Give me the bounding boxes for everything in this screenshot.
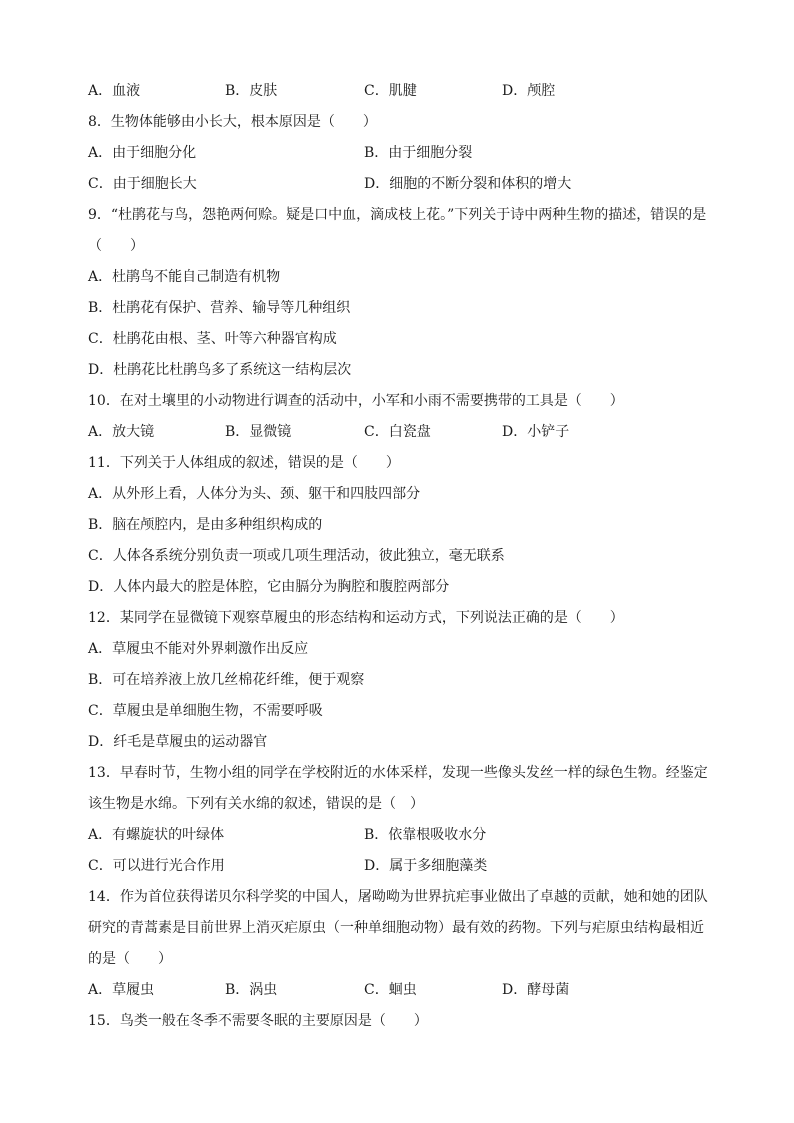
text-line: B．脑在颅腔内，是由多种组织构成的	[88, 517, 323, 533]
text-line: C．人体各系统分别负责一项或几项生理活动，彼此独立，毫无联系	[88, 548, 505, 564]
text-line: 15．鸟类一般在冬季不需要冬眠的主要原因是（ ）	[88, 1013, 428, 1029]
text-line: D．杜鹃花比杜鹃鸟多了系统这一结构层次	[88, 362, 352, 378]
text-line: （ ）	[88, 238, 144, 254]
text-line: C．草履虫是单细胞生物，不需要呼吸	[88, 703, 323, 719]
text-line: 研究的青蒿素是目前世界上消灭疟原虫（一种单细胞动物）最有效的药物。下列与疟原虫结构最相近	[88, 920, 704, 936]
text-line: 14．作为首位获得诺贝尔科学奖的中国人，屠呦呦为世界抗疟事业做出了卓越的贡献，她和她的团队	[88, 889, 708, 905]
text-line: 的是（ ）	[88, 951, 172, 967]
text-line: 12．某同学在显微镜下观察草履虫的形态结构和运动方式，下列说法正确的是（ ）	[88, 610, 624, 626]
answer-option: C．由于细胞长大	[88, 176, 197, 192]
text-line: 13．早春时节，生物小组的同学在学校附近的水体采样，发现一些像头发丝一样的绿色生物。经鉴定	[88, 765, 708, 781]
answer-option: C．白瓷盘	[364, 424, 431, 440]
text-line: 9．“杜鹃花与鸟，怨艳两何赊。疑是口中血，滴成枝上花。”下列关于诗中两种生物的描述，错误的是	[88, 207, 707, 223]
answer-option: C．肌腱	[364, 83, 417, 99]
text-line: A．杜鹃鸟不能自己制造有机物	[88, 269, 281, 285]
answer-option: D．酵母菌	[502, 982, 570, 998]
answer-option: B．依靠根吸收水分	[364, 827, 487, 843]
answer-option: C．蛔虫	[364, 982, 417, 998]
text-line: 10．在对土壤里的小动物进行调查的活动中，小军和小雨不需要携带的工具是（ ）	[88, 393, 624, 409]
answer-option: B．由于细胞分裂	[364, 145, 473, 161]
answer-option: D．小铲子	[502, 424, 570, 440]
text-line: B．可在培养液上放几丝棉花纤维，便于观察	[88, 672, 365, 688]
answer-option: A．草履虫	[88, 982, 155, 998]
answer-option: A．有螺旋状的叶绿体	[88, 827, 225, 843]
answer-option: B．涡虫	[225, 982, 278, 998]
answer-option: A．血液	[88, 83, 141, 99]
answer-option: A．放大镜	[88, 424, 155, 440]
text-line: D．纤毛是草履虫的运动器官	[88, 734, 268, 750]
answer-option: D．颅腔	[502, 83, 556, 99]
answer-option: B．皮肤	[225, 83, 278, 99]
answer-option: C．可以进行光合作用	[88, 858, 225, 874]
text-line: 11．下列关于人体组成的叙述，错误的是（ ）	[88, 455, 400, 471]
text-line: A．从外形上看，人体分为头、颈、躯干和四肢四部分	[88, 486, 421, 502]
text-line: B．杜鹃花有保护、营养、输导等几种组织	[88, 300, 351, 316]
text-line: D．人体内最大的腔是体腔，它由膈分为胸腔和腹腔两部分	[88, 579, 450, 595]
answer-option: D．细胞的不断分裂和体积的增大	[364, 176, 572, 192]
text-line: A．草履虫不能对外界刺激作出反应	[88, 641, 309, 657]
text-line: 该生物是水绵。下列有关水绵的叙述，错误的是（ ）	[88, 796, 424, 812]
answer-option: B．显微镜	[225, 424, 292, 440]
text-line: C．杜鹃花由根、茎、叶等六种器官构成	[88, 331, 337, 347]
text-line: 8．生物体能够由小长大，根本原因是（ ）	[88, 114, 377, 130]
answer-option: A．由于细胞分化	[88, 145, 197, 161]
answer-option: D．属于多细胞藻类	[364, 858, 488, 874]
